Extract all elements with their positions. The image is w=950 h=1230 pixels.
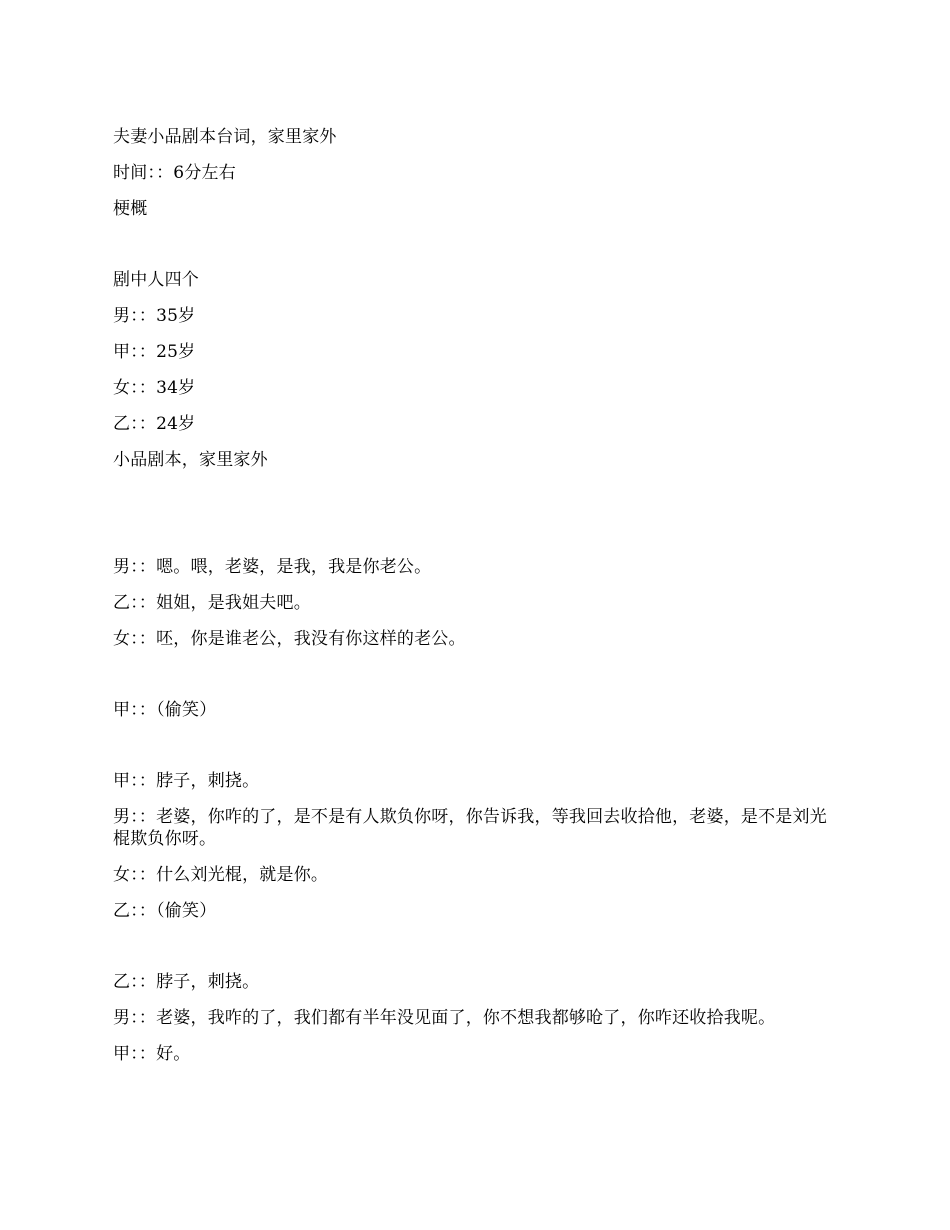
- script-heading: 小品剧本，家里家外: [113, 450, 268, 470]
- dialogue-line: 乙：：姐姐，是我姐夫吧。: [113, 593, 311, 613]
- cast-item: 女：：34岁: [113, 378, 196, 398]
- cast-item: 甲：：25岁: [113, 342, 196, 362]
- dialogue-line: 女：：呸，你是谁老公，我没有你这样的老公。: [113, 629, 466, 649]
- dialogue-line: 甲：：好。: [113, 1044, 191, 1064]
- cast-item: 乙：：24岁: [113, 414, 196, 434]
- cast-heading: 剧中人四个: [113, 270, 199, 290]
- dialogue-line: 男：：老婆，你咋的了，是不是有人欺负你呀，你告诉我，等我回去收拾他，老婆，是不是刘光棍欺负你呀。: [113, 807, 827, 849]
- dialogue-line: 男：：嗯。喂，老婆，是我，我是你老公。: [113, 557, 432, 577]
- dialogue-line: 男：：老婆，我咋的了，我们都有半年没见面了，你不想我都够呛了，你咋还收拾我呢。: [113, 1008, 776, 1028]
- dialogue-line: 乙：：脖子，刺挠。: [113, 972, 260, 992]
- dialogue-line: 乙：：（偷笑）: [113, 901, 217, 921]
- dialogue-line: 甲：：脖子，刺挠。: [113, 771, 260, 791]
- cast-item: 男：：35岁: [113, 306, 196, 326]
- synopsis-heading: 梗概: [113, 199, 148, 219]
- dialogue-line: 女：：什么刘光棍，就是你。: [113, 865, 329, 885]
- dialogue-line: 甲：：（偷笑）: [113, 700, 217, 720]
- document-title: 夫妻小品剧本台词，家里家外: [113, 127, 337, 147]
- time-line: 时间：：6分左右: [113, 163, 236, 183]
